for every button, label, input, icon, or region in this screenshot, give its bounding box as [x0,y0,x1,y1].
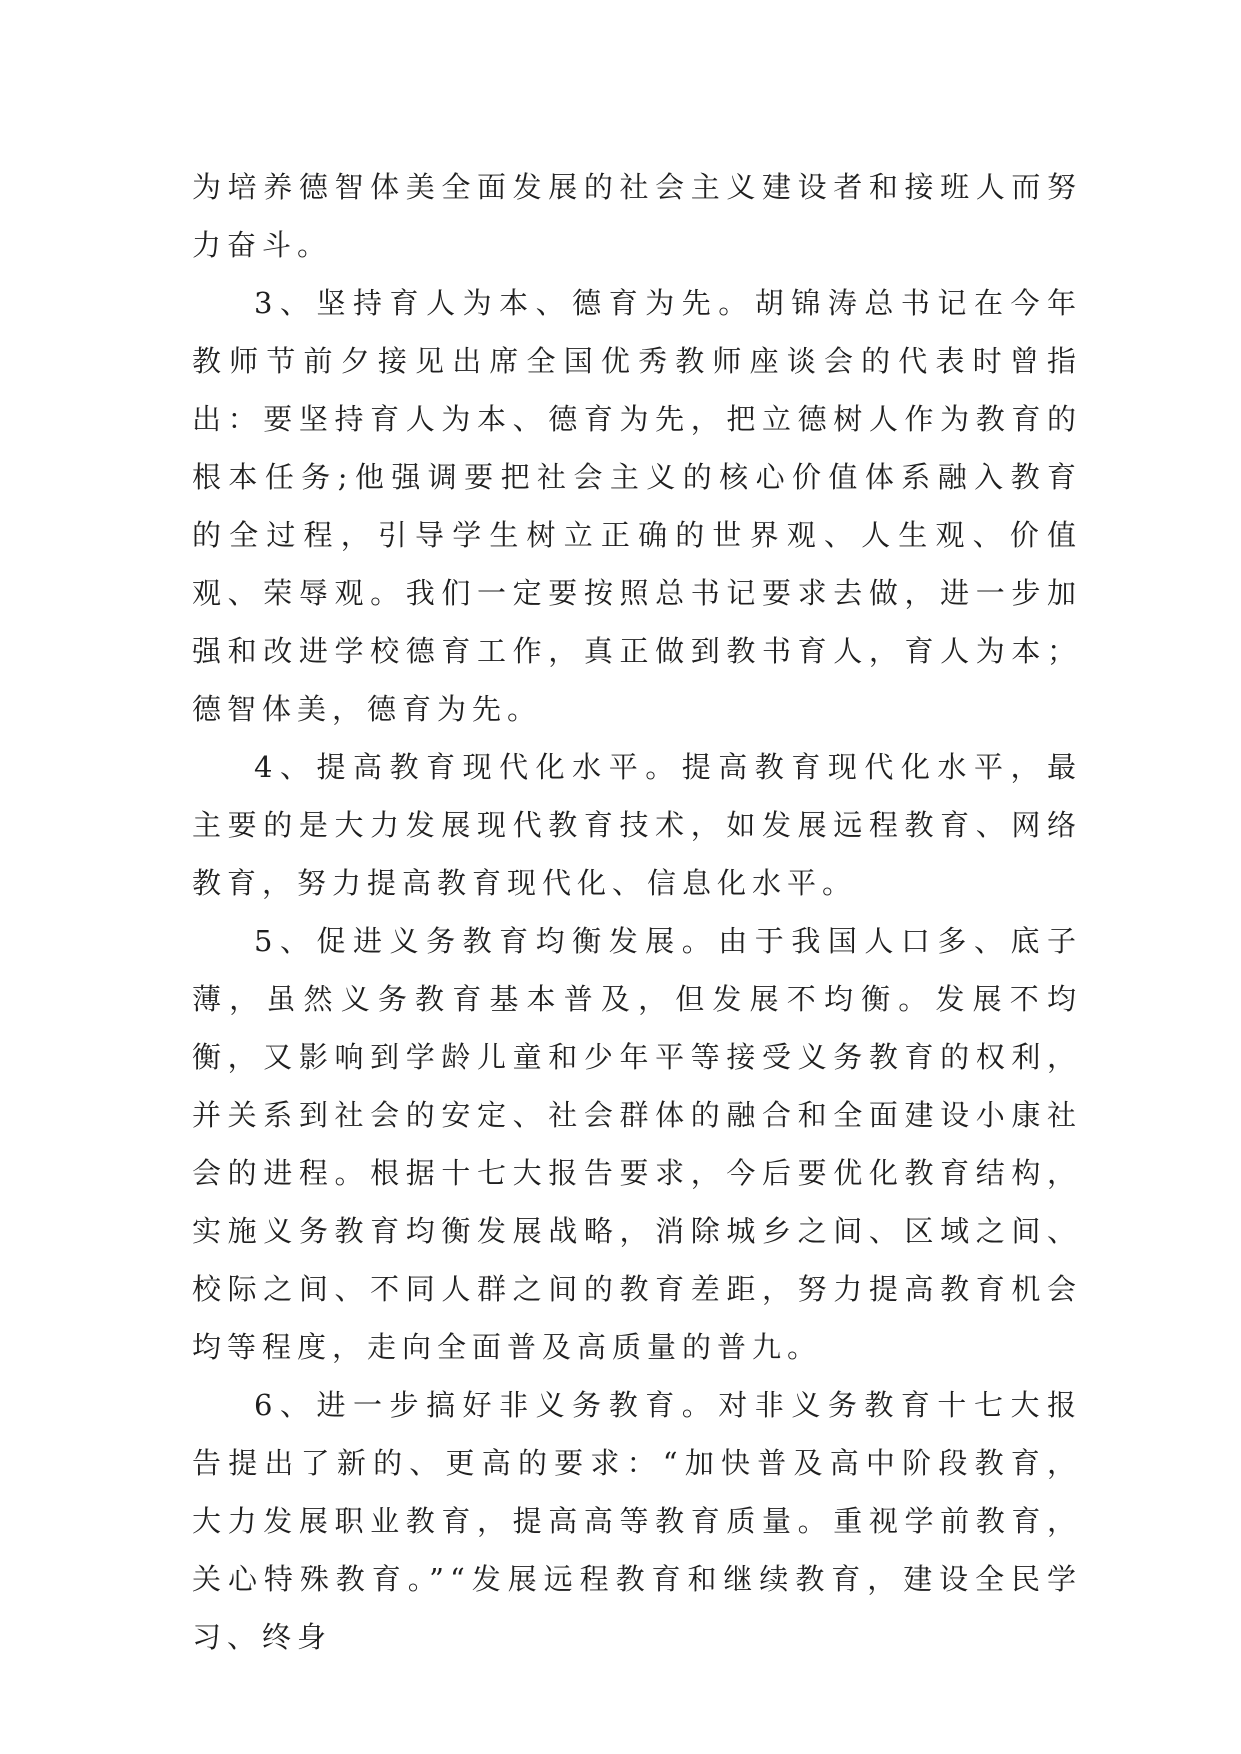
paragraph-continuation: 为培养德智体美全面发展的社会主义建设者和接班人而努力奋斗。 [192,170,1082,262]
paragraph-item-5: 5、促进义务教育均衡发展。由于我国人口多、底子薄，虽然义务教育基本普及，但发展不均衡。发展不均衡，又影响到学龄儿童和少年平等接受义务教育的权利，并关系到社会的安定、社会群体的融合和全面建设小康社会的进程。根据十七大报告要求，今后要优化教育结构，实施义务教育均衡发展战略，消除城乡之间、区域之间、校际之间、不同人群之间的教育差距，努力提高教育机会均等程度，走向全面普及高质量的普九。 [192,924,1082,1364]
paragraph-item-4: 4、提高教育现代化水平。提高教育现代化水平，最主要的是大力发展现代教育技术，如发展远程教育、网络教育，努力提高教育现代化、信息化水平。 [192,750,1082,900]
paragraph-item-6: 6、进一步搞好非义务教育。对非义务教育十七大报告提出了新的、更高的要求：“加快普及高中阶段教育，大力发展职业教育，提高高等教育质量。重视学前教育，关心特殊教育。”“发展远程教育和继续教育，建设全民学习、终身 [192,1388,1082,1654]
document-body [192,158,1082,1666]
paragraph-item-3: 3、坚持育人为本、德育为先。胡锦涛总书记在今年教师节前夕接见出席全国优秀教师座谈会的代表时曾指出：要坚持育人为本、德育为先，把立德树人作为教育的根本任务;他强调要把社会主义的核心价值体系融入教育的全过程，引导学生树立正确的世界观、人生观、价值观、荣辱观。我们一定要按照总书记要求去做，进一步加强和改进学校德育工作，真正做到教书育人，育人为本；德智体美，德育为先。 [192,286,1082,726]
